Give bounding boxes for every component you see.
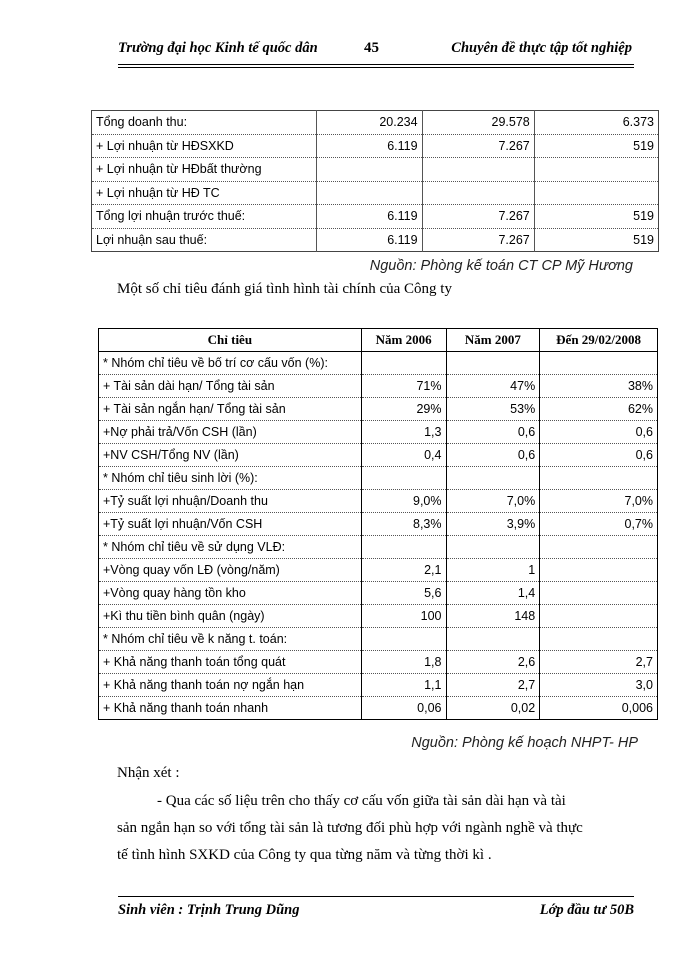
value-cell — [540, 536, 658, 559]
row-label-cell: + Tài sản dài hạn/ Tổng tài sản — [99, 375, 362, 398]
table-row — [92, 111, 659, 135]
row-label-cell: Tổng doanh thu: — [92, 111, 317, 135]
row-label-cell: +Tỷ suất lợi nhuận/Vốn CSH — [99, 513, 362, 536]
row-label-cell: * Nhóm chỉ tiêu về k năng t. toán: — [99, 628, 362, 651]
value-cell — [540, 582, 658, 605]
value-cell: 3,0 — [540, 674, 658, 697]
row-label-cell: + Lợi nhuận từ HĐbất thường — [92, 158, 317, 182]
row-label-cell: + Khả năng thanh toán nhanh — [103, 701, 269, 715]
table-row — [99, 674, 658, 697]
value-cell — [317, 181, 422, 205]
row-label-cell: * Nhóm chỉ tiêu về bố trí cơ cấu vốn (%): — [99, 352, 362, 375]
column-header: Năm 2007 — [446, 329, 540, 352]
value-cell — [540, 605, 658, 628]
value-cell: 7,0% — [446, 490, 540, 513]
row-label-cell: +Tỷ suất lợi nhuận/Doanh thu — [99, 490, 362, 513]
value-cell — [361, 536, 446, 559]
row-label-cell: Lợi nhuận sau thuế: — [96, 232, 208, 247]
value-cell — [361, 352, 446, 375]
value-cell: 0,6 — [540, 421, 658, 444]
value-cell — [361, 467, 446, 490]
value-cell: 0,06 — [361, 697, 446, 720]
value-cell — [540, 352, 658, 375]
table1-source: Nguồn: Phòng kế toán CT CP Mỹ Hương — [369, 258, 633, 274]
table-row — [92, 181, 659, 205]
value-cell: 1 — [446, 559, 540, 582]
row-label-cell: +NV CSH/Tổng NV (lần) — [99, 444, 362, 467]
value-cell: 9,0% — [361, 490, 446, 513]
row-label-cell: Tổng lợi nhuận trước thuế: — [92, 205, 317, 229]
section-title: Một số chỉ tiêu đánh giá tình hình tài chính của Công ty — [117, 281, 452, 297]
column-header: Chỉ tiêu — [99, 329, 362, 352]
value-cell: 2,6 — [446, 651, 540, 674]
value-cell: 7.267 — [422, 134, 534, 158]
row-label-cell: +Vòng quay hàng tồn kho — [99, 582, 362, 605]
value-cell: 8,3% — [361, 513, 446, 536]
table-row — [99, 559, 658, 582]
profit-table-body — [92, 111, 659, 252]
value-cell — [446, 467, 540, 490]
value-cell: 0,02 — [446, 697, 540, 720]
value-cell: 1,8 — [361, 651, 446, 674]
value-cell: 29% — [361, 398, 446, 421]
value-cell — [446, 352, 540, 375]
value-cell: 6.373 — [534, 111, 658, 135]
remark-line-1: - Qua các số liệu trên cho thấy cơ cấu vốn giữa tài sản dài hạn và tài — [157, 793, 566, 809]
header-rule — [118, 64, 634, 65]
value-cell: 71% — [361, 375, 446, 398]
value-cell: 519 — [534, 228, 658, 252]
row-label-cell: + Lợi nhuận từ HĐSXKD — [92, 134, 317, 158]
row-label-cell: * Nhóm chỉ tiêu sinh lời (%): — [99, 467, 362, 490]
value-cell: 0,6 — [540, 444, 658, 467]
table-row — [99, 352, 658, 375]
row-label-cell: +Kì thu tiền bình quân (ngày) — [99, 605, 362, 628]
value-cell — [446, 536, 540, 559]
value-cell: 62% — [540, 398, 658, 421]
value-cell: 0,6 — [446, 421, 540, 444]
value-cell: 100 — [361, 605, 446, 628]
value-cell: 0,4 — [361, 444, 446, 467]
table-row — [99, 697, 658, 720]
table-row — [92, 228, 659, 252]
table2-source: Nguồn: Phòng kế hoạch NHPT- HP — [411, 735, 638, 751]
value-cell: 20.234 — [317, 111, 422, 135]
table-row — [99, 651, 658, 674]
value-cell: 519 — [534, 205, 658, 229]
value-cell: 7.267 — [422, 205, 534, 229]
value-cell: 29.578 — [422, 111, 534, 135]
header-rule-2 — [118, 67, 634, 68]
column-header: Năm 2006 — [361, 329, 446, 352]
table-row — [99, 582, 658, 605]
value-cell — [361, 628, 446, 651]
financial-indicators-body — [99, 329, 658, 720]
value-cell: 38% — [540, 375, 658, 398]
row-label-cell: * Nhóm chỉ tiêu về sử dụng VLĐ: — [99, 536, 362, 559]
page-header — [118, 40, 632, 62]
value-cell — [534, 181, 658, 205]
remark-line-2: sản ngắn hạn so với tổng tài sản là tương đối phù hợp với ngành nghề và thực — [117, 820, 583, 836]
table-row — [92, 158, 659, 182]
financial-indicators-table — [98, 328, 658, 720]
row-label-cell: + Tài sản ngắn hạn/ Tổng tài sản — [99, 398, 362, 421]
table-row — [99, 628, 658, 651]
value-cell: 7.267 — [422, 228, 534, 252]
table-row — [92, 205, 659, 229]
column-header: Đến 29/02/2008 — [540, 329, 658, 352]
value-cell: 6.119 — [317, 228, 422, 252]
value-cell: 519 — [534, 134, 658, 158]
value-cell — [422, 158, 534, 182]
value-cell: 1,1 — [361, 674, 446, 697]
table-row — [92, 134, 659, 158]
value-cell: 0,7% — [540, 513, 658, 536]
row-label-cell: +Nợ phải trả/Vốn CSH (lần) — [99, 421, 362, 444]
value-cell: 2,7 — [446, 674, 540, 697]
value-cell: 6.119 — [317, 134, 422, 158]
value-cell — [540, 628, 658, 651]
table-row — [99, 398, 658, 421]
footer-class: Lớp đầu tư 50B — [539, 902, 634, 918]
row-label-cell: + Lợi nhuận từ HĐ TC — [92, 181, 317, 205]
row-label-cell: + Khả năng thanh toán nợ ngắn hạn — [99, 674, 362, 697]
value-cell — [540, 559, 658, 582]
value-cell — [317, 158, 422, 182]
value-cell: 2,7 — [540, 651, 658, 674]
table-row — [99, 444, 658, 467]
value-cell — [422, 181, 534, 205]
value-cell: 5,6 — [361, 582, 446, 605]
value-cell — [540, 467, 658, 490]
value-cell: 1,4 — [446, 582, 540, 605]
header-report-title: Chuyên đề thực tập tốt nghiệp — [451, 40, 632, 56]
row-label-cell: + Khả năng thanh toán tổng quát — [99, 651, 362, 674]
value-cell: 3,9% — [446, 513, 540, 536]
header-university: Trường đại học Kinh tế quốc dân — [118, 40, 318, 56]
value-cell: 0,006 — [540, 697, 658, 720]
profit-table — [91, 110, 659, 252]
value-cell: 2,1 — [361, 559, 446, 582]
table-row — [99, 513, 658, 536]
table-row — [99, 421, 658, 444]
table-header-row — [99, 329, 658, 352]
remark-label: Nhận xét : — [117, 765, 180, 781]
value-cell — [446, 628, 540, 651]
table-row — [99, 375, 658, 398]
value-cell: 1,3 — [361, 421, 446, 444]
value-cell: 7,0% — [540, 490, 658, 513]
table-row — [99, 536, 658, 559]
value-cell: 148 — [446, 605, 540, 628]
footer-student: Sinh viên : Trịnh Trung Dũng — [118, 902, 300, 918]
value-cell — [534, 158, 658, 182]
value-cell: 0,6 — [446, 444, 540, 467]
footer-rule — [118, 896, 634, 897]
page-number: 45 — [364, 40, 379, 56]
remark-line-3: tế tình hình SXKD của Công ty qua từng năm và từng thời kì . — [117, 847, 492, 863]
row-label-cell: +Vòng quay vốn LĐ (vòng/năm) — [99, 559, 362, 582]
table-row — [99, 490, 658, 513]
table-row — [99, 605, 658, 628]
value-cell: 47% — [446, 375, 540, 398]
value-cell: 53% — [446, 398, 540, 421]
table-row — [99, 467, 658, 490]
value-cell: 6.119 — [317, 205, 422, 229]
